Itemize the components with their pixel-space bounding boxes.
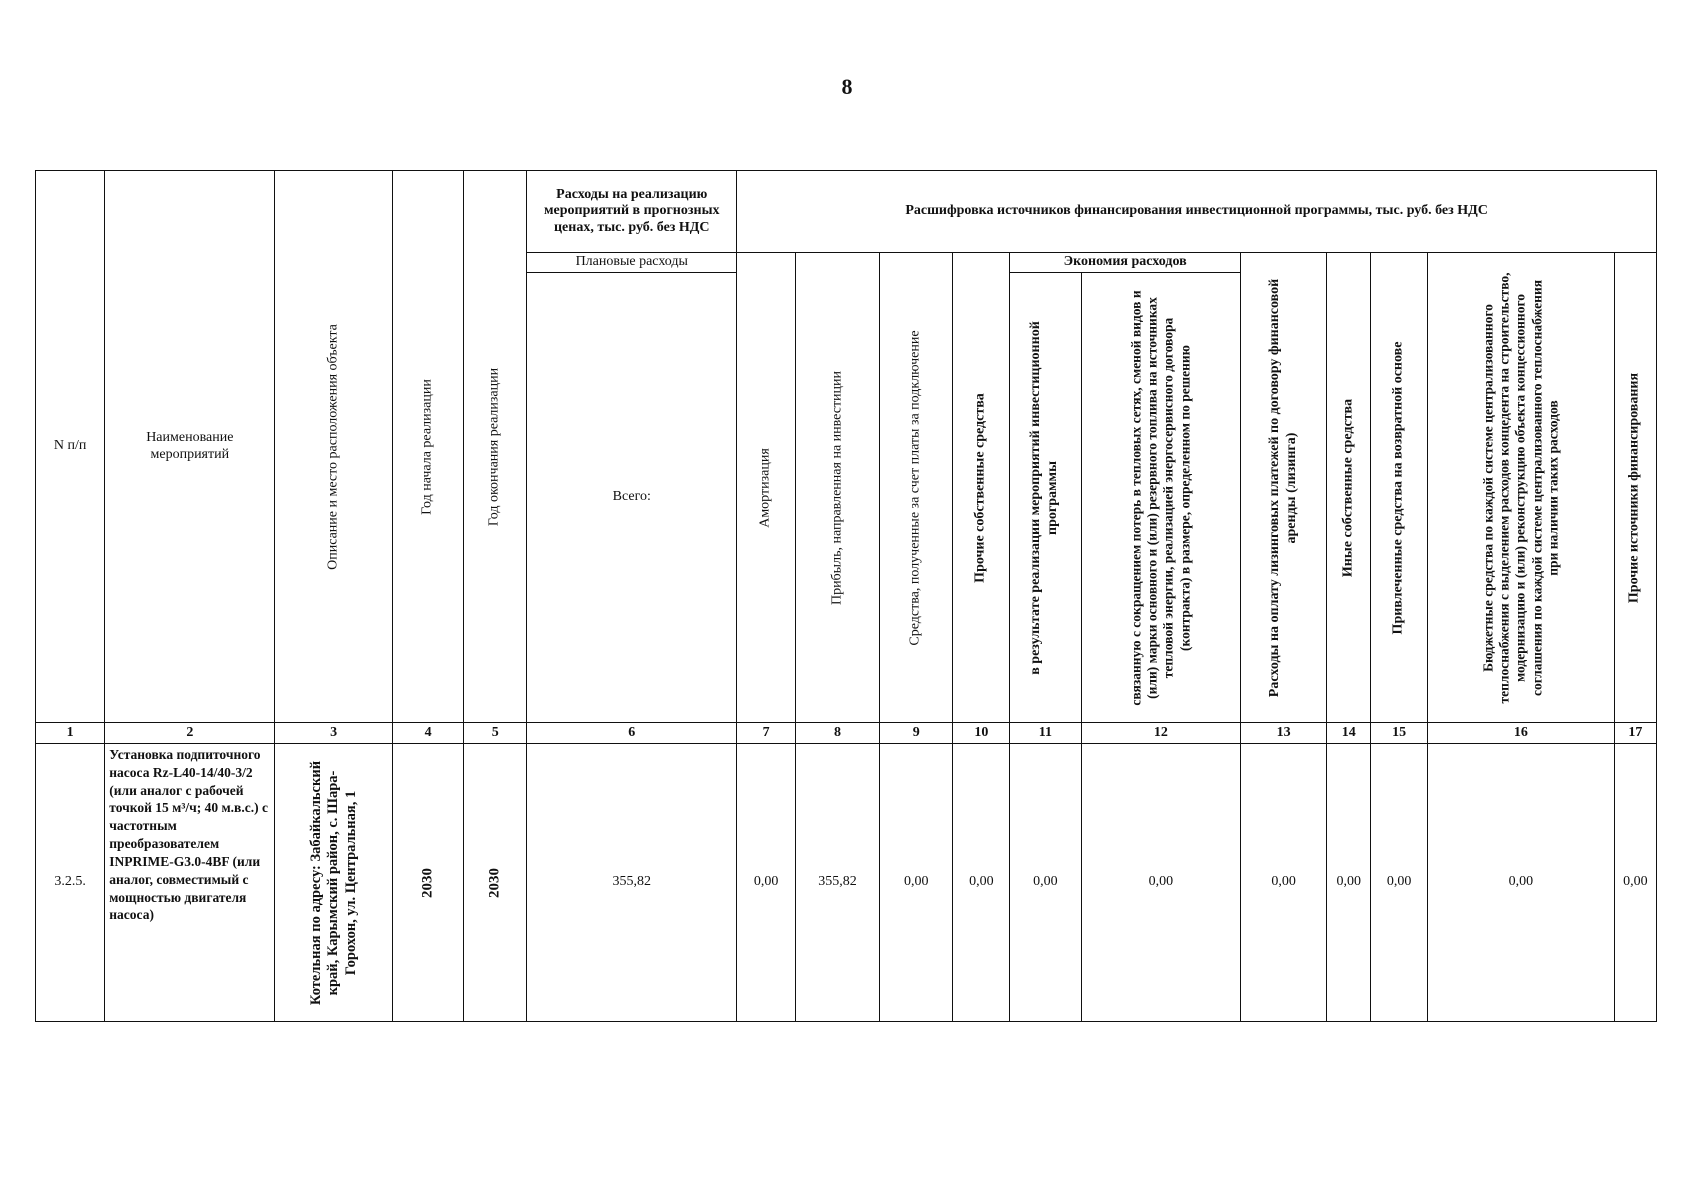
row-num: 3.2.5.: [36, 744, 105, 1022]
table-row: [36, 744, 1657, 1022]
header-expenses-group: Расходы на реализацию мероприятий в прогнозных ценах, тыс. руб. без НДС: [527, 171, 737, 253]
column-number: 3: [275, 723, 393, 744]
header-planned: Плановые расходы: [527, 253, 737, 273]
column-number: 7: [737, 723, 796, 744]
column-number: 2: [105, 723, 275, 744]
header-num: N п/п: [36, 171, 105, 723]
header-other-sources: Прочие источники финансирования: [1614, 253, 1656, 723]
column-number: 16: [1427, 723, 1614, 744]
header-leasing: Расходы на оплату лизинговых платежей по договору финансовой аренды (лизинга): [1241, 253, 1327, 723]
header-name: Наименование мероприятий: [105, 171, 275, 723]
header-borrowed: Привлеченные средства на возвратной основе: [1371, 253, 1428, 723]
column-number: 4: [392, 723, 463, 744]
header-sources-group: Расшифровка источников финансирования инвестиционной программы, тыс. руб. без НДС: [737, 171, 1657, 253]
column-number: 17: [1614, 723, 1656, 744]
header-savings-program: в результате реализации мероприятий инвестиционной программы: [1010, 273, 1081, 723]
column-number: 14: [1327, 723, 1371, 744]
header-end-year: Год окончания реализации: [464, 171, 527, 723]
column-number: 11: [1010, 723, 1081, 744]
row-end-year: 2030: [464, 744, 527, 1022]
row-borrowed: 0,00: [1371, 744, 1428, 1022]
row-budget: 0,00: [1427, 744, 1614, 1022]
row-other-own-2: 0,00: [1327, 744, 1371, 1022]
row-savings-program: 0,00: [1010, 744, 1081, 1022]
row-profit: 355,82: [796, 744, 880, 1022]
row-start-year: 2030: [392, 744, 463, 1022]
row-savings-losses: 0,00: [1081, 744, 1241, 1022]
column-number: 10: [953, 723, 1010, 744]
row-other-own: 0,00: [953, 744, 1010, 1022]
header-budget: Бюджетные средства по каждой системе централизованного теплоснабжения с выделением расходов концедента на строительство, модернизацию и (или) реконструкцию объекта концессионного соглашения по каждой системе централизованного теплоснабжения при наличии таких расходов: [1427, 253, 1614, 723]
column-number: 12: [1081, 723, 1241, 744]
column-number: 15: [1371, 723, 1428, 744]
row-leasing: 0,00: [1241, 744, 1327, 1022]
column-number: 1: [36, 723, 105, 744]
header-profit: Прибыль, направленная на инвестиции: [796, 253, 880, 723]
header-other-own-2: Иные собственные средства: [1327, 253, 1371, 723]
row-name: Установка подпиточного насоса Rz-L40-14/40-3/2 (или аналог с рабочей точкой 15 м³/ч; 40 м.в.с.) с частотным преобразователем INPRIME-G3.0-4BF (или аналог, совместимый с мощностью двигателя насоса): [105, 744, 275, 1022]
header-connection-fees: Средства, полученные за счет платы за подключение: [880, 253, 953, 723]
row-other-sources: 0,00: [1614, 744, 1656, 1022]
row-total: 355,82: [527, 744, 737, 1022]
header-amortization: Амортизация: [737, 253, 796, 723]
column-number: 9: [880, 723, 953, 744]
row-connection-fees: 0,00: [880, 744, 953, 1022]
header-description: Описание и место расположения объекта: [275, 171, 393, 723]
header-start-year: Год начала реализации: [392, 171, 463, 723]
column-number-row: [36, 723, 1657, 744]
column-number: 8: [796, 723, 880, 744]
header-savings-group: Экономия расходов: [1010, 253, 1241, 273]
column-number: 13: [1241, 723, 1327, 744]
row-amortization: 0,00: [737, 744, 796, 1022]
column-number: 5: [464, 723, 527, 744]
column-number: 6: [527, 723, 737, 744]
header-total: Всего:: [527, 273, 737, 723]
header-savings-losses: связанную с сокращением потерь в тепловых сетях, сменой видов и (или) марки основного и (или) резервного топлива на источниках тепловой энергии, реализацией энергосервисного договора (контракта) в размере, определенном по решению: [1081, 273, 1241, 723]
row-address: Котельная по адресу: Забайкальский край, Карымский район, с. Шара-Горохон, ул. Центральная, 1: [275, 744, 393, 1022]
investment-program-table: [35, 170, 1657, 1022]
page-number: 8: [841, 74, 853, 99]
header-other-own: Прочие собственные средства: [953, 253, 1010, 723]
